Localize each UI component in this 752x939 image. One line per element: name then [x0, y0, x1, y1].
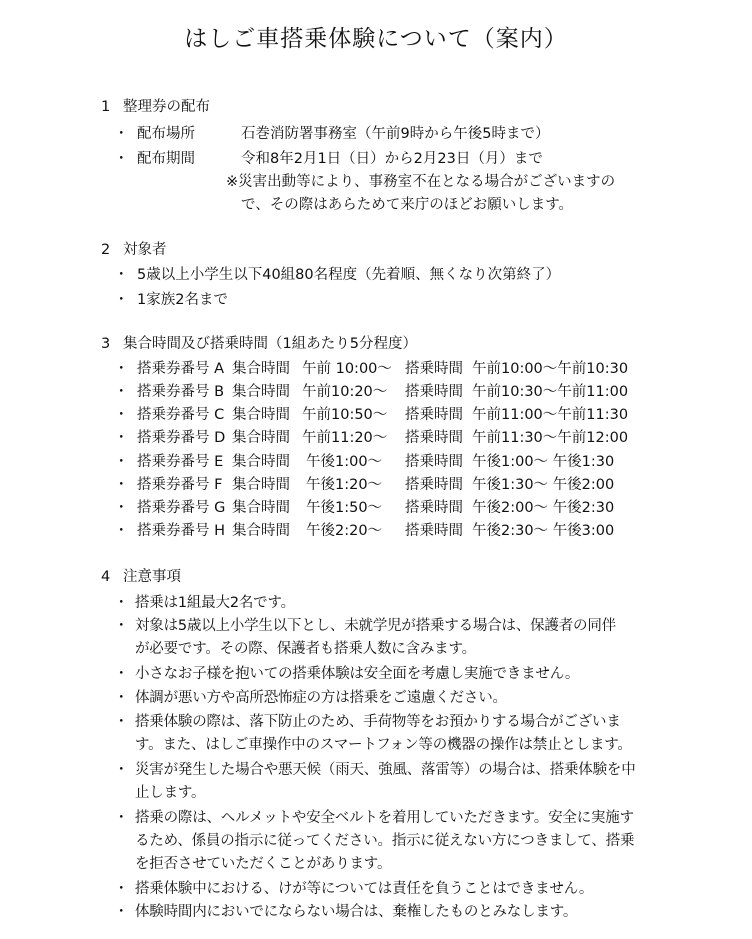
ride-time: 午後2:30～ 午後3:00 [472, 523, 615, 539]
section-title: 注意事項 [123, 569, 181, 585]
section-number: 2 [101, 242, 111, 258]
ride-time: 午前10:30～午前11:00 [472, 384, 629, 400]
bullet: ・ [114, 666, 129, 682]
distribution-place-value: 石巻消防署事務室（午前9時から午後5時まで） [241, 126, 550, 142]
note-line: 小さなお子様を抱いての搭乗体験は安全面を考慮し実施できません。 [135, 666, 580, 682]
note-line: が必要です。その際、保護者も搭乗人数に含みます。 [135, 641, 476, 657]
note-line: 体験時間内においでにならない場合は、棄権したものとみなします。 [135, 904, 578, 920]
bullet: ・ [114, 714, 129, 730]
distribution-period-label: 配布期間 [137, 151, 195, 167]
bullet: ・ [114, 407, 129, 423]
note-line: 搭乗体験中における、けが等については責任を負うことはできません。 [135, 881, 594, 897]
ride-label: 搭乗時間 [405, 523, 463, 539]
ticket-label: 搭乗券番号 E [137, 454, 224, 470]
assembly-time: 午後1:50～ [306, 500, 383, 516]
assembly-time: 午後1:20～ [306, 477, 383, 493]
assembly-label: 集合時間 [232, 477, 290, 493]
distribution-period-value: 令和8年2月1日（日）から2月23日（月）まで [241, 151, 543, 167]
assembly-label: 集合時間 [232, 384, 290, 400]
bullet: ・ [114, 126, 129, 142]
assembly-time: 午前11:20～ [302, 430, 388, 446]
ticket-label: 搭乗券番号 A [137, 361, 225, 377]
assembly-label: 集合時間 [232, 523, 290, 539]
ride-label: 搭乗時間 [405, 361, 463, 377]
page-title: はしご車搭乗体験について（案内） [184, 26, 568, 52]
ticket-label: 搭乗券番号 C [137, 407, 225, 423]
bullet: ・ [114, 904, 129, 920]
ride-label: 搭乗時間 [405, 384, 463, 400]
ride-label: 搭乗時間 [405, 477, 463, 493]
bullet: ・ [114, 477, 129, 493]
bullet: ・ [114, 810, 129, 826]
ride-time: 午前11:00～午前11:30 [472, 407, 629, 423]
ride-label: 搭乗時間 [405, 500, 463, 516]
note-line: を拒否させていただくことがあります。 [135, 856, 392, 872]
section-number: 3 [101, 336, 111, 352]
ride-label: 搭乗時間 [405, 407, 463, 423]
bullet: ・ [114, 454, 129, 470]
note-line: 体調が悪い方や高所恐怖症の方は搭乗をご遠慮ください。 [135, 690, 507, 706]
bullet: ・ [114, 762, 129, 778]
section-title: 対象者 [123, 242, 167, 258]
assembly-time: 午後2:20～ [306, 523, 383, 539]
section-3-heading [101, 332, 417, 353]
assembly-time: 午前10:50～ [302, 407, 388, 423]
ticket-label: 搭乗券番号 D [137, 430, 226, 446]
assembly-label: 集合時間 [232, 454, 290, 470]
bullet: ・ [114, 384, 129, 400]
ticket-label: 搭乗券番号 F [137, 477, 223, 493]
assembly-time: 午前 10:00～ [302, 361, 392, 377]
section-1-heading [101, 95, 210, 116]
assembly-label: 集合時間 [232, 500, 290, 516]
section-2-heading [101, 238, 167, 259]
ride-time: 午前10:00～午前10:30 [472, 361, 629, 377]
section-title: 整理券の配布 [123, 99, 210, 115]
ride-label: 搭乗時間 [405, 430, 463, 446]
assembly-label: 集合時間 [232, 407, 290, 423]
ride-time: 午後1:00～ 午後1:30 [472, 454, 615, 470]
note-line: 災害が発生した場合や悪天候（雨天、強風、落雷等）の場合は、搭乗体験を中 [135, 762, 636, 778]
bullet: ・ [114, 430, 129, 446]
ticket-label: 搭乗券番号 B [137, 384, 225, 400]
ride-time: 午前11:30～午前12:00 [472, 430, 629, 446]
assembly-label: 集合時間 [232, 430, 290, 446]
note-line: 搭乗体験の際は、落下防止のため、手荷物等をお預かりする場合がございま [135, 714, 621, 730]
bullet: ・ [114, 292, 129, 308]
note-line: 止します。 [135, 785, 206, 801]
note-line: 搭乗の際は、ヘルメットや安全ベルトを着用していただきます。安全に実施す [135, 810, 634, 826]
distribution-note-line: ※災害出動等により、事務室不在となる場合がございますの [226, 174, 616, 190]
bullet: ・ [114, 151, 129, 167]
ride-time: 午後2:00～ 午後2:30 [472, 500, 615, 516]
bullet: ・ [114, 361, 129, 377]
section-title: 集合時間及び搭乗時間（1組あたり5分程度） [123, 336, 417, 352]
note-line: るため、係員の指示に従ってください。指示に従えない方につきまして、搭乗 [135, 833, 635, 849]
assembly-label: 集合時間 [232, 361, 290, 377]
bullet: ・ [114, 595, 129, 611]
assembly-time: 午後1:00～ [306, 454, 383, 470]
ticket-label: 搭乗券番号 G [137, 500, 226, 516]
note-line: 搭乗は1組最大2名です。 [135, 595, 295, 611]
bullet: ・ [114, 500, 129, 516]
note-line: 対象は5歳以上小学生以下とし、未就学児が搭乗する場合は、保護者の同伴 [135, 618, 616, 634]
ride-time: 午後1:30～ 午後2:00 [472, 477, 615, 493]
assembly-time: 午前10:20～ [302, 384, 388, 400]
bullet: ・ [114, 523, 129, 539]
distribution-place-label: 配布場所 [137, 126, 195, 142]
bullet: ・ [114, 690, 129, 706]
bullet: ・ [114, 618, 129, 634]
eligibility-item: 5歳以上小学生以下40組80名程度（先着順、無くなり次第終了） [137, 267, 561, 283]
section-4-heading [101, 565, 181, 586]
eligibility-item: 1家族2名まで [137, 292, 228, 308]
bullet: ・ [114, 267, 129, 283]
section-number: 4 [101, 569, 111, 585]
ticket-label: 搭乗券番号 H [137, 523, 226, 539]
bullet: ・ [114, 881, 129, 897]
note-line: す。また、はしご車操作中のスマートフォン等の機器の操作は禁止とします。 [135, 737, 632, 753]
section-number: 1 [101, 99, 111, 115]
ride-label: 搭乗時間 [405, 454, 463, 470]
distribution-note-line: で、その際はあらためて来庁のほどお願いします。 [241, 197, 574, 213]
